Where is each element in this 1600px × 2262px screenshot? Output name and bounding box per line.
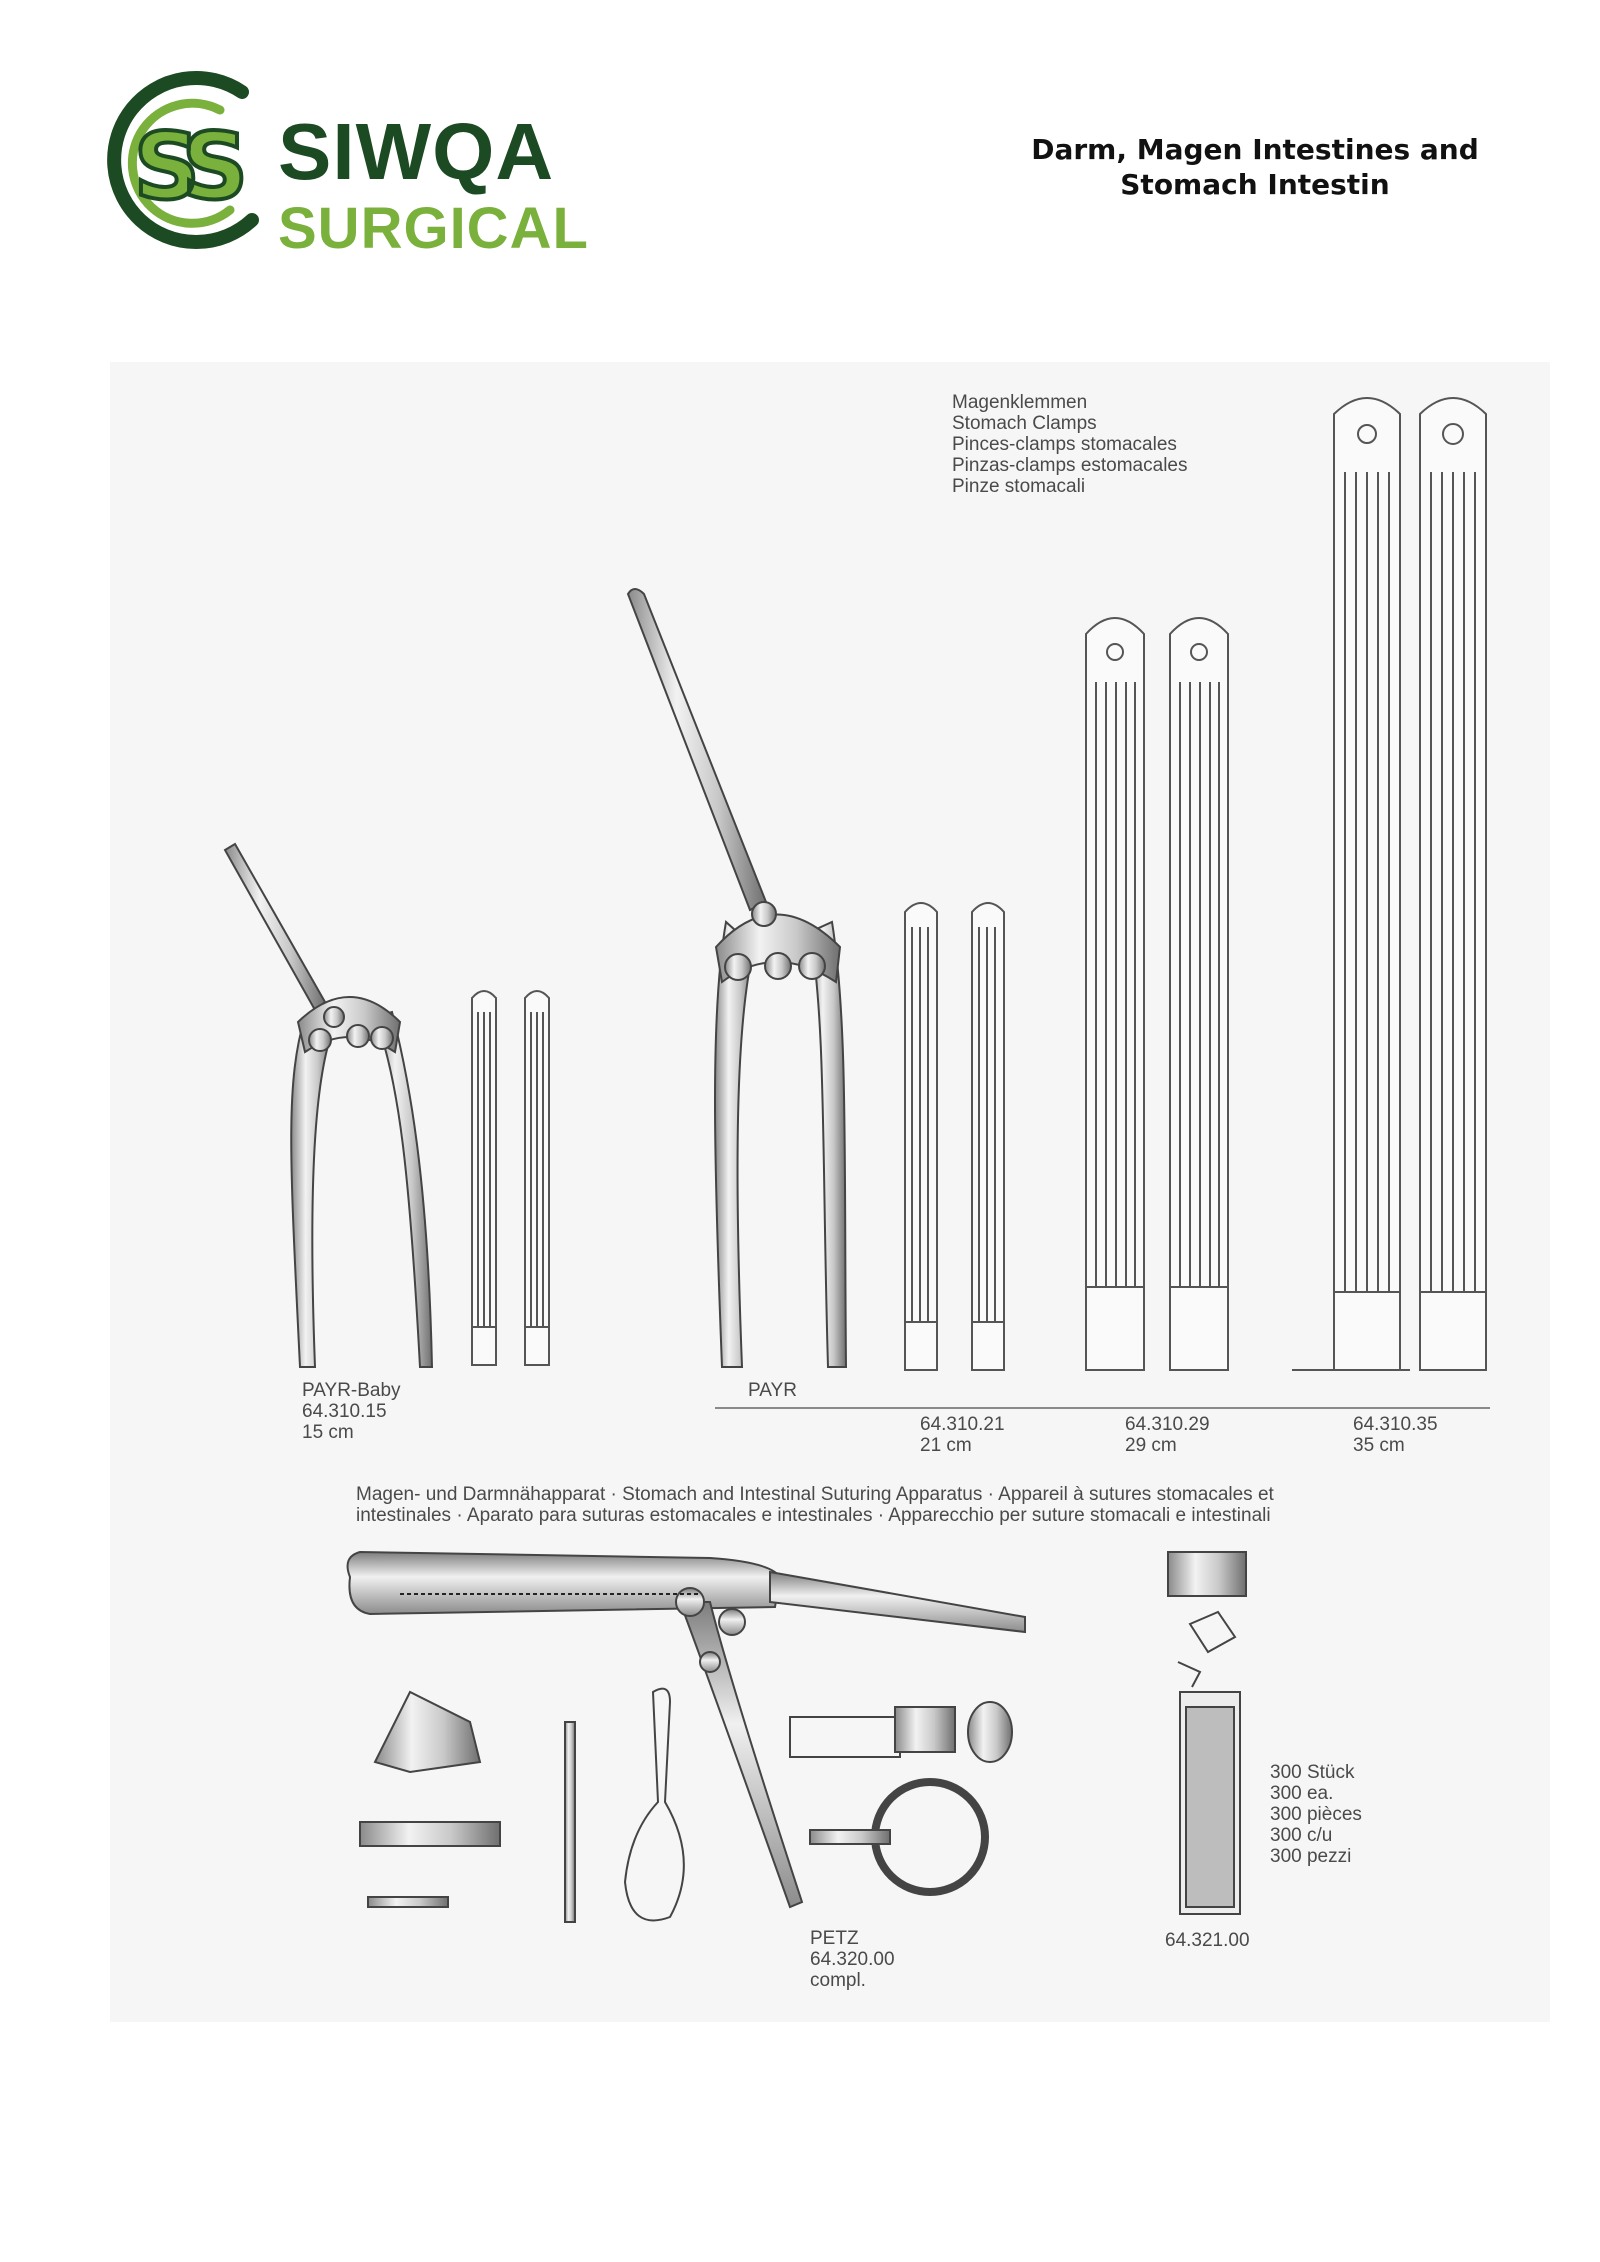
petz-label [810,1928,895,1991]
petz-accessories-icon [360,1689,1012,1922]
clamps-heading-line: Magenklemmen [952,392,1088,413]
petz-note: compl. [810,1970,866,1991]
variant-size: 29 cm [1125,1435,1177,1456]
petz-name: PETZ [810,1928,859,1949]
clips-quantity-line: 300 c/u [1270,1825,1333,1846]
variant-code: 64.310.35 [1353,1414,1438,1435]
clips-quantity-line: 300 pezzi [1270,1846,1352,1867]
suturing-heading-line1: Magen- und Darmnähapparat · Stomach and Intestinal Suturing Apparatus · Appareil à sutures stomacales et [356,1484,1274,1505]
page-title-line1: Darm, Magen Intestines and [1031,133,1479,166]
page-title-line2: Stomach Intestin [1120,168,1390,201]
variant-size: 35 cm [1353,1435,1405,1456]
clips-quantity-line: 300 pièces [1270,1804,1362,1825]
clips-quantity-line: 300 Stück [1270,1762,1355,1783]
clamps-heading-line: Stomach Clamps [952,413,1097,434]
clamp-blades-21cm-icon [905,903,1004,1370]
payr-baby-label [302,1380,401,1443]
logo-name-line1: SIWQA [278,107,555,196]
petz-code: 64.320.00 [810,1949,895,1970]
suturing-heading [356,1484,1274,1526]
variant-code: 64.310.29 [1125,1414,1210,1435]
clamps-heading [952,392,1187,497]
logo-monogram-text: SS [133,113,235,220]
payr-baby-size: 15 cm [302,1422,354,1443]
payr-label: PAYR [748,1380,797,1401]
variant-21cm-label [920,1414,1005,1456]
variant-35cm-label [1353,1414,1438,1456]
clamp-blades-29cm-icon [1086,618,1228,1370]
brand-logo [92,70,589,261]
clamps-heading-line: Pinces-clamps stomacales [952,434,1177,455]
page-title [1020,132,1490,202]
payr-baby-code: 64.310.15 [302,1401,387,1422]
catalog-illustration-panel [110,362,1550,2022]
payr-clamp-icon [628,589,846,1367]
clips-code-label: 64.321.00 [1165,1930,1250,1951]
clips-container-icon [1168,1552,1246,1914]
clamp-blades-35cm-icon [1292,398,1486,1370]
clamps-heading-line: Pinze stomacali [952,476,1086,497]
logo-name-line2: SURGICAL [278,196,589,261]
suturing-heading-line2: intestinales · Aparato para suturas estomacales e intestinales · Apparecchio per suture stomacali e intestinali [356,1505,1271,1526]
variant-29cm-label [1125,1414,1210,1456]
payr-baby-blades-icon [472,991,549,1365]
payr-baby-clamp-icon [225,844,432,1367]
clips-quantity-label [1270,1762,1362,1867]
variant-size: 21 cm [920,1435,972,1456]
logo-monogram-icon [92,70,282,255]
clamps-heading-line: Pinzas-clamps estomacales [952,455,1188,476]
variant-code: 64.310.21 [920,1414,1005,1435]
clips-quantity-line: 300 ea. [1270,1783,1334,1804]
payr-baby-name: PAYR-Baby [302,1380,401,1401]
